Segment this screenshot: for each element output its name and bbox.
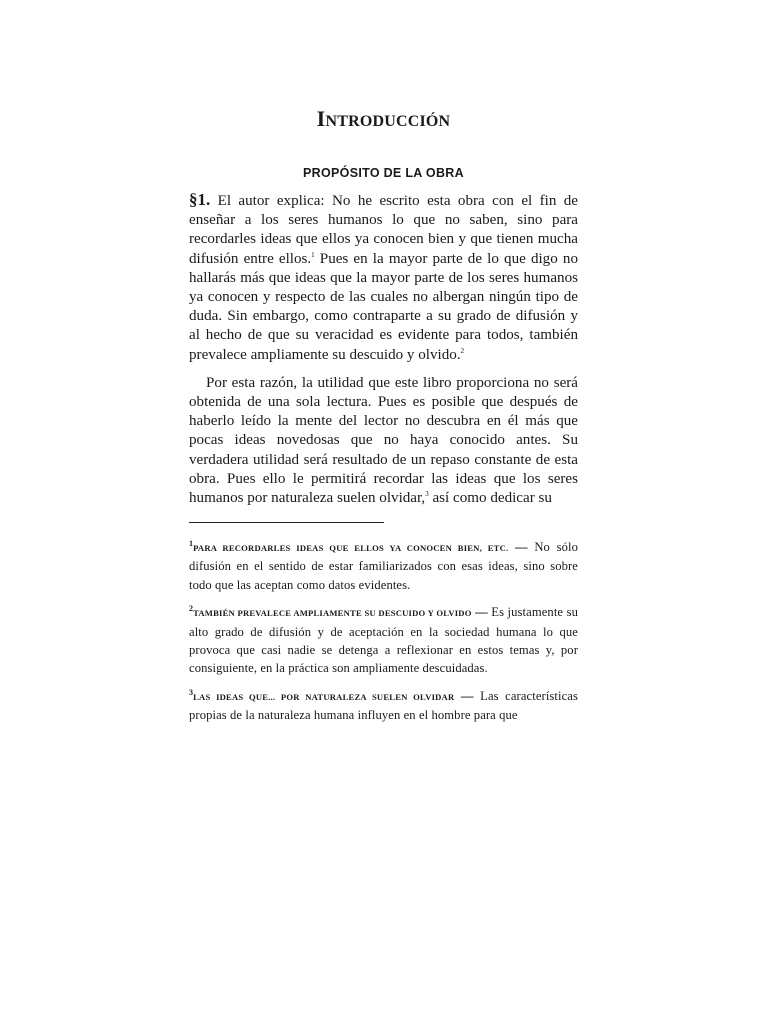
chapter-title-rest: NTRODUCCIÓN xyxy=(325,113,451,130)
footnote-separator xyxy=(189,522,384,523)
footnote-dash: — xyxy=(471,605,492,620)
main-text xyxy=(189,190,578,508)
footnote-number: 1 xyxy=(189,538,194,548)
footnote-2 xyxy=(189,603,578,678)
footnote-lemma: TAMBIÉN PREVALECE AMPLIAMENTE SU DESCUIDO Y OLVIDO xyxy=(193,608,472,619)
footnote-ref-2[interactable]: 2 xyxy=(460,346,465,355)
footnote-number: 2 xyxy=(189,604,194,614)
paragraph-2-text-b: así como dedicar su xyxy=(428,490,552,507)
footnote-text: No sólo difusión en el sentido de estar familiarizados con esas ideas, sino sobre todo que las aceptan como datos evidentes. xyxy=(189,540,578,592)
paragraph-2 xyxy=(189,374,578,508)
paragraph-1 xyxy=(189,190,578,365)
section-number: §1. xyxy=(189,190,211,209)
footnote-text: Las características propias de la naturaleza humana influyen en el hombre para que xyxy=(189,688,578,723)
footnote-lemma: LAS IDEAS QUE... POR NATURALEZA SUELEN OLVIDAR xyxy=(193,691,455,702)
footnote-dash: — xyxy=(454,688,481,703)
footnote-1 xyxy=(189,538,578,594)
chapter-title-initial: I xyxy=(316,106,326,131)
footnote-text: Es justamente su alto grado de difusión y de aceptación en la sociedad humana lo que provoca que casi nadie se detenga a reflexionar en estos temas y, por consiguiente, en la práctica son ampliamente descuidadas. xyxy=(189,605,578,676)
paragraph-1-text-a: El autor explica: No he escrito esta obra con el fin de enseñar a los seres humanos lo que no saben, sino para recordarles ideas que ellos ya conocen bien y que tienen mucha difusión entre ellos. xyxy=(189,193,578,267)
footnote-ref-3[interactable]: 3 xyxy=(425,490,429,499)
footnote-3 xyxy=(189,687,578,725)
chapter-title xyxy=(189,106,578,132)
section-title: PROPÓSITO DE LA OBRA xyxy=(303,166,464,180)
footnote-ref-1[interactable]: 1 xyxy=(311,250,315,259)
footnote-lemma: PARA RECORDARLES IDEAS QUE ELLOS YA CONOCEN BIEN, ETC. xyxy=(193,543,509,553)
paragraph-2-text-a: Por esta razón, la utilidad que este libro proporciona no será obtenida de una sola lectura. Pues es posible que después de haberlo leído la mente del lector no descubra en él más que pocas ideas novedosas que no haya conocido antes. Su verdadera utilidad será resultado de un repaso constante de esta obra. Pues ello le permitirá recordar las ideas que los seres humanos por naturaleza suelen olvidar, xyxy=(189,374,578,507)
paragraph-1-text-b: Pues en la mayor parte de lo que digo no hallarás más que ideas que la mayor parte de los seres humanos ya conocen y respecto de las cuales no albergan ningún tipo de duda. Sin embargo, como contraparte a su grado de difusión y al hecho de que su veracidad es evidente para todos, también prevalece ampliamente su descuido y olvido. xyxy=(189,250,578,363)
footnotes-section xyxy=(189,538,578,725)
footnote-dash: — xyxy=(508,540,535,554)
footnote-number: 3 xyxy=(189,687,194,697)
